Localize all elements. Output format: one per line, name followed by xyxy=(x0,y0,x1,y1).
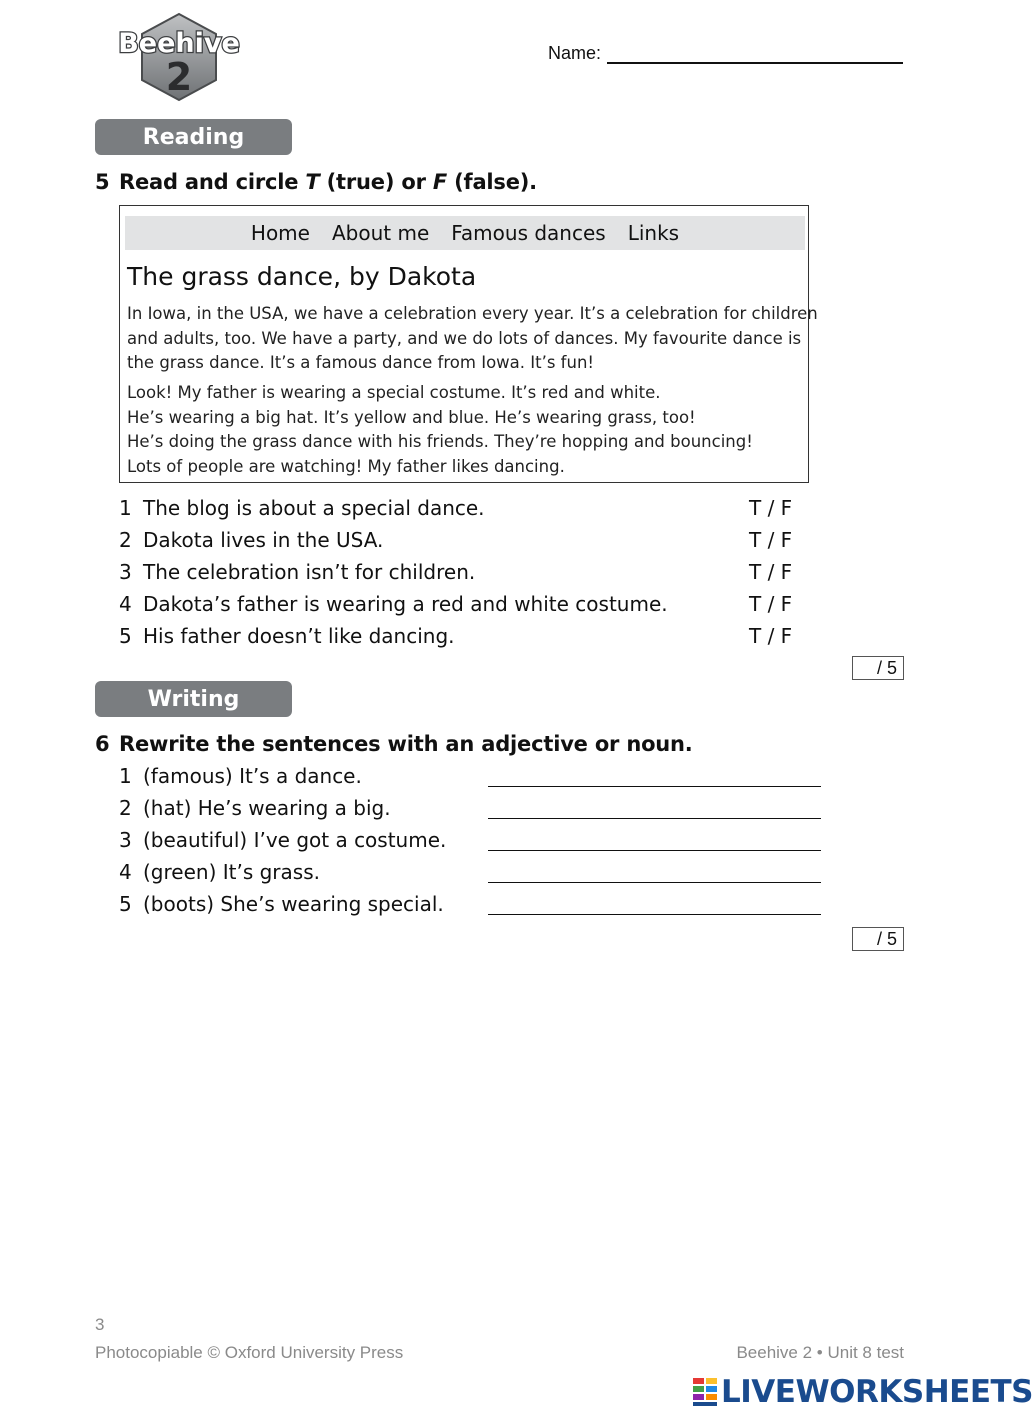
item-text: His father doesn’t like dancing. xyxy=(143,624,455,648)
exercise-text: Rewrite the sentences with an adjective or noun. xyxy=(119,732,693,756)
item-text: (hat) He’s wearing a big. xyxy=(143,796,391,820)
blog-box xyxy=(119,205,818,483)
blog-line: He’s wearing a big hat. It’s yellow and blue. He’s wearing grass, too! xyxy=(127,407,696,427)
writing-item-1 xyxy=(119,764,362,788)
exercise-text-b: (true) or xyxy=(319,170,433,194)
tf-item-5 xyxy=(119,624,455,648)
writing-item-4 xyxy=(119,860,320,884)
item-text: (famous) It’s a dance. xyxy=(143,764,362,788)
item-number: 3 xyxy=(119,560,132,584)
reading-score-box: / 5 xyxy=(852,656,904,680)
liveworksheets-brand[interactable] xyxy=(693,1374,1033,1410)
item-number: 4 xyxy=(119,592,132,616)
tf-choice-2[interactable]: T / F xyxy=(749,528,793,552)
item-text: The celebration isn’t for children. xyxy=(143,560,476,584)
liveworksheets-icon xyxy=(693,1378,717,1406)
tf-item-3 xyxy=(119,560,475,584)
logo-word: Beehive xyxy=(118,28,240,59)
exercise-5-title xyxy=(95,170,537,194)
writing-score-box: / 5 xyxy=(852,927,904,951)
writing-item-5 xyxy=(119,892,444,916)
unit-label: Beehive 2 • Unit 8 test xyxy=(736,1343,904,1362)
exercise-text-a: Read and circle xyxy=(119,170,306,194)
nav-famous-dances[interactable]: Famous dances xyxy=(451,221,606,245)
exercise-6-title xyxy=(95,732,693,756)
blog-line: Lots of people are watching! My father likes dancing. xyxy=(127,456,565,476)
name-field[interactable] xyxy=(607,42,903,64)
tf-choice-3[interactable]: T / F xyxy=(749,560,793,584)
logo-number: 2 xyxy=(165,55,193,99)
writing-item-3 xyxy=(119,828,446,852)
item-number: 1 xyxy=(119,496,132,520)
item-text: (green) It’s grass. xyxy=(143,860,320,884)
item-number: 4 xyxy=(119,860,132,884)
answer-line-1[interactable] xyxy=(488,786,821,787)
writing-item-2 xyxy=(119,796,391,820)
item-number: 5 xyxy=(119,624,132,648)
nav-links[interactable]: Links xyxy=(627,221,680,245)
item-text: Dakota’s father is wearing a red and white costume. xyxy=(143,592,668,616)
item-number: 2 xyxy=(119,528,132,552)
item-text: (beautiful) I’ve got a costume. xyxy=(143,828,447,852)
page-number: 3 xyxy=(95,1315,105,1334)
blog-paragraph-1 xyxy=(127,302,818,376)
blog-title: The grass dance, by Dakota xyxy=(127,262,477,291)
answer-line-2[interactable] xyxy=(488,818,821,819)
blog-line: the grass dance. It’s a famous dance from Iowa. It’s fun! xyxy=(127,353,595,372)
exercise-number: 5 xyxy=(95,170,110,194)
writing-section-tab: Writing xyxy=(95,681,292,717)
tf-item-1 xyxy=(119,496,485,520)
name-label: Name: xyxy=(548,43,602,63)
blog-line: He’s doing the grass dance with his friends. They’re hopping and bouncing! xyxy=(127,432,753,451)
tf-choice-5[interactable]: T / F xyxy=(749,624,793,648)
item-number: 5 xyxy=(119,892,132,916)
blog-nav xyxy=(125,216,805,250)
exercise-number: 6 xyxy=(95,732,110,756)
exercise-text-t: T xyxy=(305,170,320,194)
answer-line-3[interactable] xyxy=(488,850,821,851)
blog-paragraph-2 xyxy=(127,381,807,479)
liveworksheets-wordmark: LIVEWORKSHEETS xyxy=(721,1374,1033,1410)
tf-item-4 xyxy=(119,592,668,616)
item-number: 3 xyxy=(119,828,132,852)
item-text: (boots) She’s wearing special. xyxy=(143,892,444,916)
blog-line: In Iowa, in the USA, we have a celebration every year. It’s a celebration for children xyxy=(127,304,818,323)
exercise-text-c: (false). xyxy=(447,170,537,194)
beehive-logo xyxy=(112,12,246,104)
answer-line-5[interactable] xyxy=(488,914,821,915)
tf-item-2 xyxy=(119,528,383,552)
nav-home[interactable]: Home xyxy=(250,221,310,245)
reading-section-tab: Reading xyxy=(95,119,292,155)
item-text: The blog is about a special dance. xyxy=(143,496,485,520)
tf-choice-1[interactable]: T / F xyxy=(749,496,793,520)
copyright: Photocopiable © Oxford University Press xyxy=(95,1343,404,1362)
answer-line-4[interactable] xyxy=(488,882,821,883)
blog-line: and adults, too. We have a party, and we do lots of dances. My favourite dance is xyxy=(127,328,802,348)
exercise-text-f: F xyxy=(432,170,447,194)
blog-line: Look! My father is wearing a special costume. It’s red and white. xyxy=(127,383,661,402)
item-number: 1 xyxy=(119,764,132,788)
tf-choice-4[interactable]: T / F xyxy=(749,592,793,616)
name-row xyxy=(548,42,903,64)
item-text: Dakota lives in the USA. xyxy=(143,528,384,552)
nav-about-me[interactable]: About me xyxy=(331,221,430,245)
item-number: 2 xyxy=(119,796,132,820)
